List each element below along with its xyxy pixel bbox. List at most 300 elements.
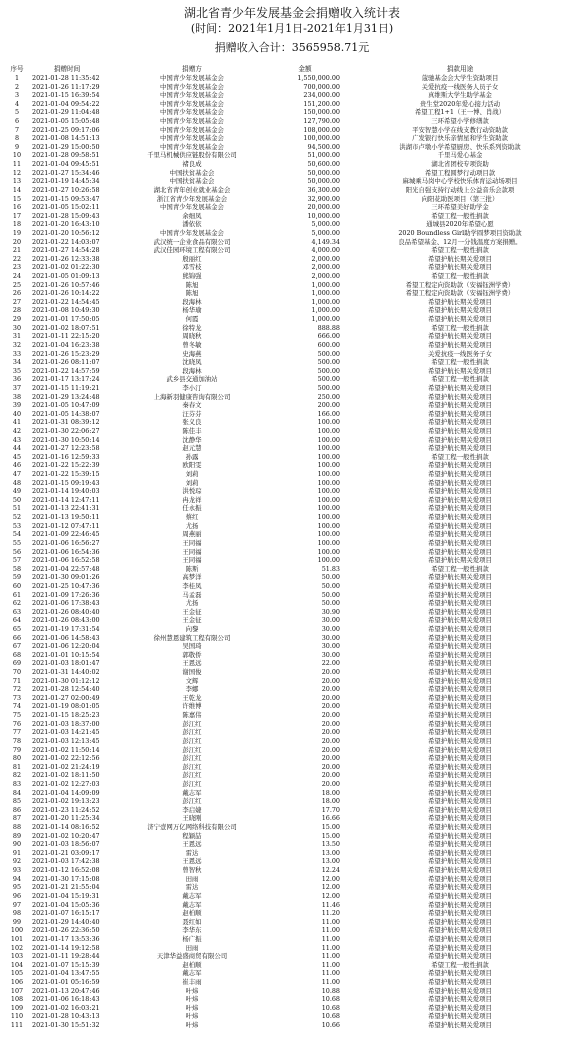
cell-time: 2021-01-03 12:13:45 bbox=[32, 736, 100, 745]
table-row bbox=[0, 539, 584, 548]
cell-purpose: 希望护航长期关爱项目 bbox=[428, 366, 492, 375]
cell-donor: 王同福 bbox=[182, 556, 202, 565]
cell-time: 2021-01-30 17:15:08 bbox=[32, 874, 100, 883]
cell-purpose: 希望护航长期关爱项目 bbox=[428, 874, 492, 883]
cell-purpose: 希望护航长期关爱项目 bbox=[428, 754, 492, 763]
cell-purpose: 希望护航长期关爱项目 bbox=[428, 383, 492, 392]
cell-donor: 彭江红 bbox=[182, 762, 202, 771]
cell-donor: 褚良成 bbox=[182, 160, 202, 169]
cell-donor: 程颖喆 bbox=[182, 831, 202, 840]
cell-amount: 100.00 bbox=[317, 538, 340, 547]
cell-donor: 雷达 bbox=[185, 848, 199, 857]
cell-amount: 20.00 bbox=[321, 711, 340, 720]
cell-time: 2021-01-06 16:56:27 bbox=[32, 538, 100, 547]
cell-amount: 12.00 bbox=[321, 883, 340, 892]
table-row bbox=[0, 857, 584, 866]
header-index: 序号 bbox=[10, 65, 24, 73]
cell-index: 102 bbox=[10, 943, 24, 952]
cell-purpose: 希望护航长期关爱项目 bbox=[428, 866, 492, 875]
table-row bbox=[0, 668, 584, 677]
cell-amount: 11.00 bbox=[321, 934, 340, 943]
cell-donor: 赵柏顺 bbox=[182, 960, 202, 969]
table-row bbox=[0, 969, 584, 978]
cell-purpose: 希望护航长期关爱项目 bbox=[428, 306, 492, 315]
cell-amount: 666.00 bbox=[317, 332, 340, 341]
cell-index: 4 bbox=[14, 99, 20, 108]
cell-purpose: 三环希望美好助学金 bbox=[431, 203, 489, 212]
cell-purpose: 希望护航长期关爱项目 bbox=[428, 995, 492, 1004]
cell-purpose: 希望护航长期关爱项目 bbox=[428, 719, 492, 728]
cell-index: 79 bbox=[12, 745, 22, 754]
cell-index: 107 bbox=[10, 986, 24, 995]
cell-index: 85 bbox=[12, 797, 22, 806]
cell-donor: 郭敬侨 bbox=[182, 650, 202, 659]
cell-index: 63 bbox=[12, 607, 22, 616]
cell-time: 2021-01-26 10:57:46 bbox=[32, 280, 100, 289]
cell-donor: 刘莉 bbox=[185, 470, 199, 479]
table-row bbox=[0, 840, 584, 849]
cell-purpose: 希望护航长期关爱项目 bbox=[428, 909, 492, 918]
cell-donor: 中国青少年发展基金会 bbox=[160, 99, 224, 108]
cell-donor: 周晓秋 bbox=[182, 332, 202, 341]
cell-donor: 曾智秋 bbox=[182, 866, 202, 875]
cell-purpose: 希望护航长期关爱项目 bbox=[428, 607, 492, 616]
table-row bbox=[0, 961, 584, 970]
table-row bbox=[0, 634, 584, 643]
cell-time: 2021-01-28 12:54:40 bbox=[32, 685, 100, 694]
cell-time: 2021-01-01 17:50:05 bbox=[32, 315, 100, 324]
table-row bbox=[0, 143, 584, 152]
cell-donor: 周燕丽 bbox=[182, 530, 202, 539]
cell-index: 45 bbox=[12, 452, 22, 461]
cell-purpose: 希望工程1+1（王一博、肖战） bbox=[414, 108, 506, 117]
cell-time: 2021-01-28 10:43:13 bbox=[32, 1012, 100, 1021]
cell-index: 86 bbox=[12, 805, 22, 814]
table-row bbox=[0, 298, 584, 307]
cell-purpose: 希望护航长期关爱项目 bbox=[428, 814, 492, 823]
cell-purpose: 希望护航长期关爱项目 bbox=[428, 418, 492, 427]
table-row bbox=[0, 74, 584, 83]
table-row bbox=[0, 651, 584, 660]
donation-total: 捐赠收入合计：3565958.71元 bbox=[214, 41, 370, 54]
cell-purpose: 2020 Boundless Girl助学圆梦项目资助款 bbox=[398, 228, 522, 237]
cell-index: 57 bbox=[12, 556, 22, 565]
cell-amount: 4,000.00 bbox=[311, 246, 340, 255]
cell-time: 2021-01-03 17:42:38 bbox=[32, 857, 100, 866]
cell-time: 2021-01-20 11:25:34 bbox=[32, 814, 100, 823]
table-row bbox=[0, 151, 584, 160]
cell-purpose: 希望护航长期关爱项目 bbox=[428, 685, 492, 694]
cell-amount: 100.00 bbox=[317, 513, 340, 522]
table-row bbox=[0, 728, 584, 737]
cell-purpose: 希望护航长期关爱项目 bbox=[428, 711, 492, 720]
cell-donor: 汪芬芬 bbox=[182, 409, 202, 418]
cell-time: 2021-01-05 15:02:11 bbox=[32, 203, 100, 212]
cell-purpose: 希望护航长期关爱项目 bbox=[428, 461, 492, 470]
cell-donor: 彭江红 bbox=[182, 754, 202, 763]
cell-purpose: 希望护航长期关爱项目 bbox=[428, 487, 492, 496]
cell-index: 42 bbox=[12, 426, 22, 435]
cell-purpose: 关爱抗疫一线医务人员子女 bbox=[421, 82, 499, 91]
document-title: 湖北省青少年发展基金会捐赠收入统计表 bbox=[183, 6, 400, 20]
cell-donor: 张义良 bbox=[182, 418, 202, 427]
table-row bbox=[0, 892, 584, 901]
table-row bbox=[0, 160, 584, 169]
cell-index: 95 bbox=[12, 883, 22, 892]
cell-time: 2021-01-27 10:26:58 bbox=[32, 185, 100, 194]
cell-donor: 陈旭 bbox=[185, 280, 199, 289]
cell-time: 2021-01-30 22:06:27 bbox=[32, 426, 100, 435]
table-row bbox=[0, 591, 584, 600]
cell-amount: 30.00 bbox=[321, 616, 340, 625]
cell-purpose: 希望护航长期关爱项目 bbox=[428, 762, 492, 771]
cell-purpose: 希望护航长期关爱项目 bbox=[428, 891, 492, 900]
header-amount: 金额 bbox=[298, 65, 312, 73]
table-row bbox=[0, 393, 584, 402]
cell-amount: 600.00 bbox=[317, 340, 340, 349]
cell-donor: 李桂凤 bbox=[182, 581, 202, 590]
cell-donor: 陈佳丰 bbox=[182, 426, 202, 435]
cell-time: 2021-01-27 14:54:28 bbox=[32, 246, 100, 255]
cell-time: 2021-01-15 18:25:23 bbox=[32, 711, 100, 720]
table-row bbox=[0, 659, 584, 668]
cell-amount: 30.00 bbox=[321, 625, 340, 633]
cell-index: 25 bbox=[12, 280, 22, 289]
cell-amount: 20.00 bbox=[321, 702, 340, 711]
cell-purpose: 希望护航长期关爱项目 bbox=[428, 332, 492, 341]
cell-amount: 36,300.00 bbox=[307, 185, 340, 194]
table-row bbox=[0, 470, 584, 479]
cell-amount: 1,000.00 bbox=[311, 280, 340, 289]
cell-purpose: 希望护航长期关爱项目 bbox=[428, 840, 492, 849]
cell-index: 21 bbox=[12, 246, 22, 255]
cell-purpose: 关爱抗疫一线医务子女 bbox=[428, 349, 492, 358]
cell-index: 82 bbox=[12, 771, 22, 780]
cell-amount: 20.00 bbox=[321, 771, 340, 780]
cell-amount: 20.00 bbox=[321, 745, 340, 754]
cell-amount: 11.00 bbox=[321, 960, 340, 969]
table-row bbox=[0, 263, 584, 272]
cell-time: 2021-01-27 02:00:49 bbox=[32, 693, 100, 702]
cell-purpose: 希望护航长期关爱项目 bbox=[428, 650, 492, 659]
cell-purpose: 希望工程定向资助款（安福钰洲学费） bbox=[405, 280, 515, 289]
cell-time: 2021-01-03 14:21:45 bbox=[32, 728, 100, 737]
cell-donor: 冉龙祥 bbox=[182, 495, 202, 504]
table-row bbox=[0, 608, 584, 617]
cell-donor: 中国青少年发展基金会 bbox=[160, 117, 224, 126]
cell-time: 2021-01-02 18:07:51 bbox=[32, 323, 100, 332]
cell-donor: 殷丽红 bbox=[182, 254, 202, 263]
cell-purpose: 希望护航长期关爱项目 bbox=[428, 409, 492, 418]
cell-index: 60 bbox=[12, 581, 22, 590]
cell-index: 58 bbox=[12, 564, 22, 573]
cell-purpose: 希望护航长期关爱项目 bbox=[428, 934, 492, 943]
cell-donor: 何霞 bbox=[185, 315, 199, 324]
table-row bbox=[0, 117, 584, 126]
cell-donor: 戴志军 bbox=[182, 900, 202, 909]
cell-donor: 段海林 bbox=[182, 366, 202, 375]
cell-index: 83 bbox=[12, 779, 22, 788]
cell-purpose: 真维斯大学生助学基金 bbox=[428, 91, 492, 100]
table-row bbox=[0, 401, 584, 410]
cell-amount: 11.00 bbox=[321, 977, 340, 986]
cell-donor: 向黎 bbox=[185, 625, 199, 633]
table-row bbox=[0, 332, 584, 341]
cell-purpose: 希望护航长期关爱项目 bbox=[428, 263, 492, 272]
table-row bbox=[0, 410, 584, 419]
cell-time: 2021-01-07 16:15:17 bbox=[32, 909, 100, 918]
cell-purpose: 希望工程一般性捐款 bbox=[431, 564, 489, 573]
cell-amount: 100.00 bbox=[317, 504, 340, 513]
cell-amount: 30.00 bbox=[321, 650, 340, 659]
table-row bbox=[0, 530, 584, 539]
cell-time: 2021-01-25 10:47:36 bbox=[32, 581, 100, 590]
cell-index: 64 bbox=[12, 616, 22, 625]
cell-purpose: 希望护航长期关爱项目 bbox=[428, 848, 492, 857]
cell-donor: 尤扬 bbox=[185, 599, 199, 608]
cell-time: 2021-01-15 16:39:54 bbox=[32, 91, 100, 100]
table-row bbox=[0, 797, 584, 806]
cell-amount: 166.00 bbox=[317, 409, 340, 418]
cell-time: 2021-01-29 14:40:40 bbox=[32, 917, 100, 926]
cell-purpose: 希望护航长期关爱项目 bbox=[428, 513, 492, 522]
table-row bbox=[0, 186, 584, 195]
cell-amount: 5,000.00 bbox=[311, 228, 340, 237]
table-row bbox=[0, 918, 584, 927]
cell-purpose: 通城县2020年希望心愿 bbox=[426, 220, 494, 229]
cell-donor: 中国青少年发展基金会 bbox=[160, 82, 224, 91]
cell-time: 2021-01-26 22:36:50 bbox=[32, 926, 100, 935]
table-row bbox=[0, 883, 584, 892]
table-row bbox=[0, 496, 584, 505]
cell-purpose: 希望护航长期关爱项目 bbox=[428, 771, 492, 780]
cell-amount: 100.00 bbox=[317, 547, 340, 556]
cell-purpose: 希望护航长期关爱项目 bbox=[428, 693, 492, 702]
header-purpose: 捐款用途 bbox=[446, 65, 474, 73]
cell-donor: 王同福 bbox=[182, 547, 202, 556]
cell-donor: 欧阳雯 bbox=[182, 461, 202, 470]
cell-index: 35 bbox=[12, 366, 22, 375]
cell-amount: 20.00 bbox=[321, 736, 340, 745]
cell-index: 8 bbox=[14, 134, 20, 143]
cell-amount: 10,000.00 bbox=[307, 211, 340, 220]
cell-donor: 文辉 bbox=[185, 676, 199, 685]
cell-index: 37 bbox=[12, 383, 22, 392]
cell-time: 2021-01-19 08:01:05 bbox=[32, 702, 100, 711]
table-row bbox=[0, 427, 584, 436]
cell-index: 53 bbox=[12, 521, 22, 530]
table-row bbox=[0, 195, 584, 204]
table-row bbox=[0, 384, 584, 393]
table-row bbox=[0, 272, 584, 281]
cell-time: 2021-01-02 21:24:19 bbox=[32, 762, 100, 771]
cell-donor: 雷达 bbox=[185, 883, 199, 892]
table-row bbox=[0, 599, 584, 608]
cell-amount: 50,000.00 bbox=[307, 177, 340, 186]
cell-time: 2021-01-04 22:57:48 bbox=[32, 564, 100, 573]
cell-donor: 王恩远 bbox=[182, 840, 202, 849]
table-row bbox=[0, 453, 584, 462]
cell-purpose: 希望护航长期关爱项目 bbox=[428, 805, 492, 814]
cell-donor: 彭江红 bbox=[182, 745, 202, 754]
cell-time: 2021-01-02 16:03:21 bbox=[32, 1003, 100, 1012]
cell-time: 2021-01-13 20:47:46 bbox=[32, 986, 100, 995]
cell-time: 2021-01-31 14:40:02 bbox=[32, 668, 100, 677]
cell-time: 2021-01-28 11:35:42 bbox=[32, 74, 100, 82]
table-row bbox=[0, 548, 584, 557]
cell-index: 91 bbox=[12, 848, 22, 857]
table-row bbox=[0, 367, 584, 376]
cell-time: 2021-01-06 14:58:43 bbox=[32, 633, 100, 642]
cell-amount: 20.00 bbox=[321, 779, 340, 788]
cell-index: 3 bbox=[14, 91, 20, 100]
cell-index: 92 bbox=[12, 857, 22, 866]
cell-time: 2021-01-30 10:50:14 bbox=[32, 435, 100, 444]
cell-donor: 千里马机械供应链股份有限公司 bbox=[147, 151, 237, 160]
document-period: (时间：2021年1月1日-2021年1月31日) bbox=[190, 22, 394, 35]
cell-donor: 史海燕 bbox=[182, 349, 202, 358]
cell-index: 34 bbox=[12, 358, 22, 367]
cell-time: 2021-01-06 16:52:58 bbox=[32, 556, 100, 565]
cell-index: 24 bbox=[12, 272, 22, 281]
cell-purpose: 希望护航长期关爱项目 bbox=[428, 926, 492, 935]
cell-time: 2021-01-27 12:23:58 bbox=[32, 444, 100, 453]
cell-donor: 天津华益盛商贸有限公司 bbox=[156, 952, 228, 961]
cell-index: 101 bbox=[10, 934, 24, 943]
cell-amount: 12.00 bbox=[321, 874, 340, 883]
cell-index: 33 bbox=[12, 349, 22, 358]
cell-amount: 20.00 bbox=[321, 719, 340, 728]
cell-donor: 陈嘉伟 bbox=[182, 711, 202, 720]
cell-index: 6 bbox=[14, 117, 20, 126]
cell-time: 2021-01-03 18:01:47 bbox=[32, 659, 100, 668]
cell-index: 67 bbox=[12, 642, 22, 651]
cell-time: 2021-01-05 15:05:48 bbox=[32, 117, 100, 126]
cell-amount: 11.00 bbox=[321, 926, 340, 935]
cell-time: 2021-01-12 16:52:08 bbox=[32, 866, 100, 875]
cell-index: 70 bbox=[12, 668, 22, 677]
cell-amount: 250.00 bbox=[317, 392, 340, 401]
cell-donor: 王恩远 bbox=[182, 857, 202, 866]
cell-donor: 崔丰雨 bbox=[182, 977, 202, 986]
cell-purpose: 希望护航长期关爱项目 bbox=[428, 315, 492, 324]
cell-donor: 陈旭 bbox=[185, 289, 199, 298]
cell-donor: 湖北省青年创业就业基金会 bbox=[153, 185, 231, 194]
cell-donor: 彭江红 bbox=[182, 719, 202, 728]
cell-index: 15 bbox=[12, 194, 22, 203]
cell-purpose: 希望护航长期关爱项目 bbox=[428, 823, 492, 832]
cell-time: 2021-01-22 15:22:39 bbox=[32, 461, 100, 470]
cell-purpose: 希望护航长期关爱项目 bbox=[428, 659, 492, 668]
cell-purpose: 麻城乘马岗中心学校快乐体育运动场项目 bbox=[402, 177, 518, 186]
cell-index: 96 bbox=[12, 891, 22, 900]
cell-index: 56 bbox=[12, 547, 22, 556]
cell-amount: 10.66 bbox=[321, 1021, 340, 1030]
cell-purpose: 希望护航长期关爱项目 bbox=[428, 943, 492, 952]
cell-index: 13 bbox=[12, 177, 22, 186]
cell-index: 87 bbox=[12, 814, 22, 823]
cell-time: 2021-01-02 18:11:50 bbox=[32, 771, 100, 780]
cell-time: 2021-01-26 11:17:29 bbox=[32, 82, 100, 91]
cell-amount: 18.00 bbox=[321, 797, 340, 806]
cell-donor: 武汉佳园环境工程有限公司 bbox=[153, 246, 231, 255]
cell-index: 36 bbox=[12, 375, 22, 384]
cell-time: 2021-01-30 15:51:32 bbox=[32, 1021, 100, 1030]
cell-index: 74 bbox=[12, 702, 22, 711]
cell-amount: 30.90 bbox=[321, 607, 340, 616]
table-row bbox=[0, 350, 584, 359]
cell-purpose: 希望护航长期关爱项目 bbox=[428, 478, 492, 487]
cell-purpose: 希望护航长期关爱项目 bbox=[428, 702, 492, 711]
cell-donor: 刘莉 bbox=[185, 478, 199, 487]
cell-time: 2021-01-28 09:58:51 bbox=[32, 151, 100, 160]
cell-time: 2021-01-07 15:15:39 bbox=[32, 960, 100, 969]
cell-amount: 18.00 bbox=[321, 788, 340, 797]
cell-index: 109 bbox=[10, 1003, 24, 1012]
cell-donor: 赵柏顺 bbox=[182, 909, 202, 918]
cell-purpose: 蔻驰基金会大学生资助项目 bbox=[421, 74, 499, 82]
table-row bbox=[0, 229, 584, 238]
cell-amount: 10.88 bbox=[321, 986, 340, 995]
cell-donor: 济宁壹网万亿网络科技有限公司 bbox=[147, 823, 237, 832]
cell-time: 2021-01-11 19:28:44 bbox=[32, 952, 100, 961]
cell-donor: 中国扶贫基金会 bbox=[169, 168, 215, 177]
cell-index: 84 bbox=[12, 788, 22, 797]
table-row bbox=[0, 1012, 584, 1021]
table-row bbox=[0, 255, 584, 264]
cell-time: 2021-01-02 10:20:47 bbox=[32, 831, 100, 840]
cell-index: 49 bbox=[12, 487, 22, 496]
cell-amount: 50.00 bbox=[321, 573, 340, 582]
cell-amount: 15.00 bbox=[321, 831, 340, 840]
cell-index: 76 bbox=[12, 719, 22, 728]
cell-index: 9 bbox=[14, 142, 20, 151]
table-row bbox=[0, 720, 584, 729]
table-row bbox=[0, 177, 584, 186]
cell-purpose: 希望护航长期关爱项目 bbox=[428, 573, 492, 582]
cell-index: 89 bbox=[12, 831, 22, 840]
table-row bbox=[0, 1021, 584, 1030]
cell-donor: 秦春文 bbox=[182, 401, 202, 410]
cell-time: 2021-01-15 09:19:43 bbox=[32, 478, 100, 487]
cell-purpose: 希望护航长期关爱项目 bbox=[428, 521, 492, 530]
cell-donor: 中国青少年发展基金会 bbox=[160, 134, 224, 143]
cell-time: 2021-01-13 19:50:11 bbox=[32, 513, 100, 522]
cell-donor: 彭江红 bbox=[182, 771, 202, 780]
cell-donor: 戴志军 bbox=[182, 891, 202, 900]
cell-amount: 22.00 bbox=[321, 659, 340, 668]
cell-time: 2021-01-22 14:54:45 bbox=[32, 297, 100, 306]
cell-purpose: 希望护航长期关爱项目 bbox=[428, 788, 492, 797]
cell-index: 75 bbox=[12, 711, 22, 720]
table-row bbox=[0, 479, 584, 488]
cell-donor: 徐特龙 bbox=[182, 323, 202, 332]
cell-time: 2021-01-06 12:20:04 bbox=[32, 642, 100, 651]
cell-donor: 叶炜 bbox=[185, 995, 199, 1004]
cell-index: 29 bbox=[12, 315, 22, 324]
cell-time: 2021-01-31 08:39:12 bbox=[32, 418, 100, 427]
table-row bbox=[0, 220, 584, 229]
table-row bbox=[0, 126, 584, 135]
cell-time: 2021-01-06 16:18:43 bbox=[32, 995, 100, 1004]
table-row bbox=[0, 685, 584, 694]
cell-time: 2021-01-20 10:56:12 bbox=[32, 228, 100, 237]
cell-amount: 2,000.00 bbox=[311, 263, 340, 272]
table-row bbox=[0, 780, 584, 789]
table-row bbox=[0, 565, 584, 574]
cell-purpose: 希望护航长期关爱项目 bbox=[428, 986, 492, 995]
cell-purpose: 希望护航长期关爱项目 bbox=[428, 831, 492, 840]
